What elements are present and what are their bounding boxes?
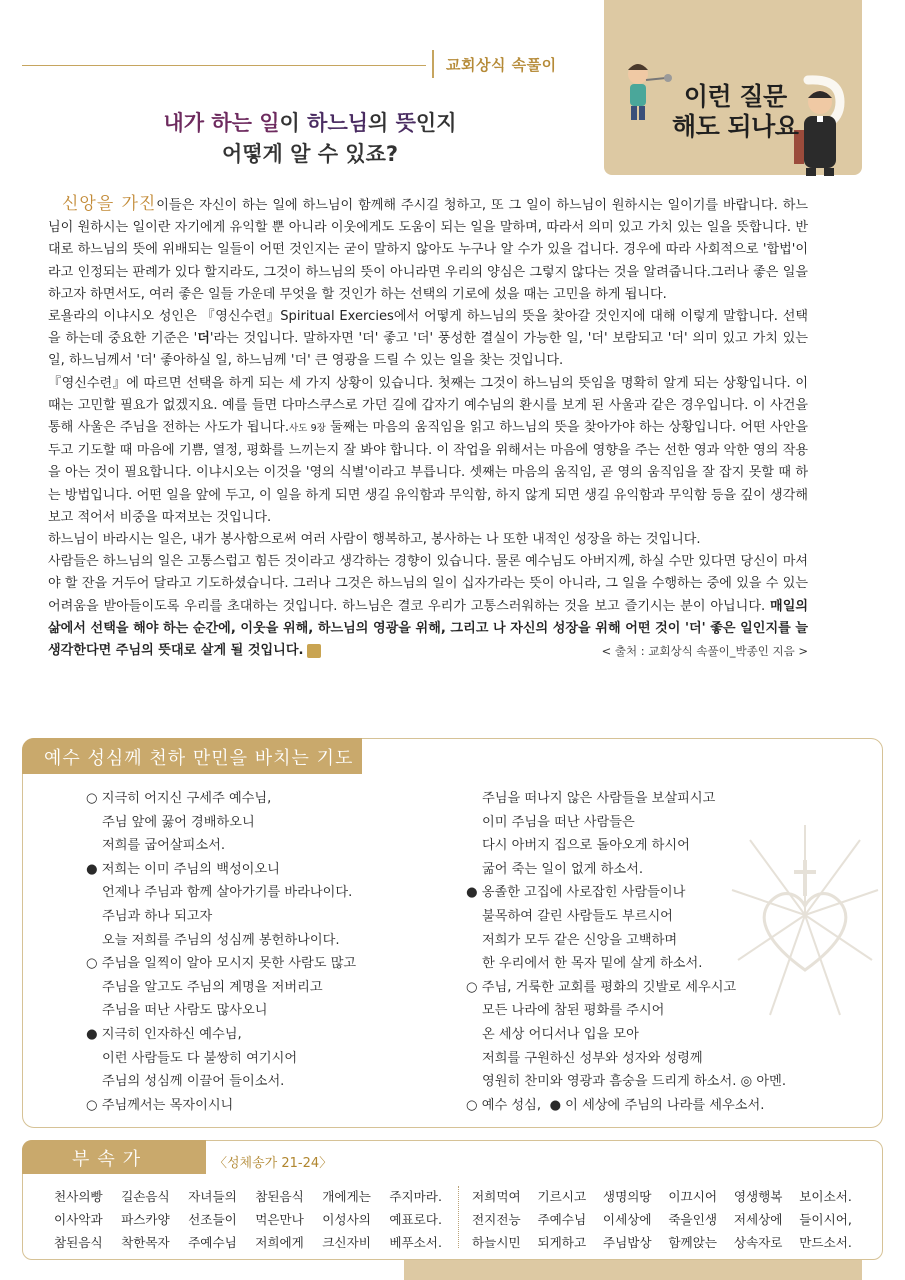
prayer-line: 저희를 굽어살피소서. — [102, 838, 226, 854]
hymn-word: 이사악과 — [54, 1212, 103, 1227]
paragraph-text: 사람들은 하느님의 일은 고통스럽고 힘든 것이라고 생각하는 경향이 있습니다. 물론 예수님도 아버지께, 하실 수만 있다면 당신이 마셔야 할 잔을 거두어 달라고 기도하셨습니다. 그러나 그것은 하느님의 일이 십자가라는 뜻이 아니라, 그 일을 수행하는 중에 있을 수 있는 어려움을 받아들이도록 우리를 초대하는 것입니다. 하느님은 결코 우리가 고통스러워하는 것을 보고 즐기시는 분이 아닙니다. — [48, 554, 808, 614]
prayer-line — [86, 1094, 466, 1118]
hymn-divider — [458, 1186, 459, 1248]
hymn-word: 예표로다. — [389, 1212, 442, 1227]
hymn-word: 개에게는 — [322, 1189, 371, 1204]
hymn-line — [54, 1185, 442, 1208]
hymn-word: 베푸소서. — [389, 1235, 442, 1250]
hymn-line — [54, 1208, 442, 1231]
question-text: 의 — [368, 111, 396, 135]
question-title — [100, 108, 520, 170]
hymn-line — [472, 1208, 852, 1231]
lead-words: 신앙을 가진 — [62, 194, 157, 214]
prayer-mark: ● — [86, 1026, 98, 1042]
hymn-word: 크신자비 — [322, 1235, 371, 1250]
question-text: 인지 — [415, 111, 457, 135]
hymn-line — [54, 1231, 442, 1254]
prayer-mark: ○ — [86, 956, 98, 972]
prayer-line: 주님의 성심께 이끌어 들이소서. — [102, 1074, 285, 1090]
hymn-reference: 〈성체송가 21-24〉 — [214, 1156, 333, 1171]
prayer-line: 영원히 찬미와 영광과 흠숭을 드리게 하소서. ◎ 아멘. — [482, 1074, 787, 1090]
prayer-text: 주님, 거룩한 교회를 평화의 깃발로 세우시고 — [481, 979, 737, 995]
prayer-line: 주님 앞에 꿇어 경배하오니 — [102, 814, 255, 830]
prayer-line: 언제나 주님과 함께 살아가기를 바라나이다. — [102, 885, 353, 901]
hymn-word: 저희먹여 — [472, 1189, 521, 1204]
hymn-word: 선조들이 — [188, 1212, 237, 1227]
prayer-line: 불목하여 갈린 사람들도 부르시어 — [482, 908, 673, 924]
hymn-word: 영생행복 — [733, 1189, 783, 1204]
prayer-line: 주님을 알고도 주님의 계명을 저버리고 — [102, 979, 323, 995]
prayer-mark: ● — [86, 861, 98, 877]
hymn-word: 파스카양 — [121, 1212, 170, 1227]
hymn-title: 부속가 — [72, 1149, 149, 1170]
hymn-word: 주님밥상 — [602, 1235, 652, 1250]
prayer-line — [86, 952, 466, 976]
hymn-word: 참된음식 — [54, 1235, 103, 1250]
paragraph-text: 『영신수련』에 따르면 선택을 하게 되는 세 가지 상황이 있습니다. 첫째는 그것이 하느님의 뜻임을 명확히 알게 되는 상황입니다. 이때는 고민할 필요가 없겠지요. 예를 들면 다마스쿠스로 가던 길에 갑자기 예수님의 환시를 보게 된 사울과 같은 경우입니다. 이 사건을 통해 사울은 주님을 전하는 사도가 됩니다. — [48, 375, 808, 436]
prayer-title: 예수 성심께 천하 만민을 바치는 기도 — [44, 748, 354, 769]
hymn-word: 착한목자 — [121, 1235, 170, 1250]
hymn-word: 기르시고 — [537, 1189, 587, 1204]
hymn-word: 저희에게 — [255, 1235, 304, 1250]
hymn-line — [472, 1185, 852, 1208]
hymn-word: 저세상에 — [733, 1212, 783, 1227]
paragraph-4: 하느님이 바라시는 일은, 내가 봉사함으로써 여러 사람이 행복하고, 봉사하는 나 또한 내적인 성장을 하는 것입니다. — [48, 532, 701, 548]
prayer-line: 주님과 하나 되고자 — [102, 908, 213, 924]
paragraph-text: 로욜라의 이냐시오 성인은 『영신수련』Spiritual Exercies에서 어떻게 하느님의 뜻을 찾아갈 것인지에 대해 이렇게 말합니다. 선택을 하는데 중요한 기준은 ' — [48, 309, 808, 347]
prayer-line: 주님을 떠난 사람도 많사오니 — [102, 1003, 268, 1019]
prayer-line — [466, 881, 846, 905]
prayer-text: ○ 예수 성심, — [466, 1097, 542, 1113]
paragraph-1 — [48, 193, 808, 306]
question-line-2: 어떻게 알 수 있죠? — [221, 142, 399, 166]
hymn-word: 주예수님 — [537, 1212, 587, 1227]
prayer-line — [466, 976, 846, 1000]
hymn-left-column — [54, 1185, 442, 1254]
prayer-closing-line — [466, 1094, 846, 1118]
prayer-text: 저희는 이미 주님의 백성이오니 — [101, 861, 280, 877]
scripture-ref: 사도 9장 — [289, 423, 326, 435]
question-text: 이 — [279, 111, 308, 135]
prayer-line: 저희를 구원하신 성부와 성자와 성령께 — [482, 1050, 703, 1066]
prayer-line: 이런 사람들도 다 불쌍히 여기시어 — [102, 1050, 298, 1066]
prayer-line — [86, 787, 466, 811]
paragraph-text: 이들은 자신이 하는 일에 하느님이 함께해 주시길 청하고, 또 그 일이 하느님이 원하시는 일이기를 바랍니다. 하느님이 원하시는 일이란 자기에게 유익할 뿐 아니라 이웃에게도 도움이 되는 일을 말하며, 따라서 의미 있고 가치 있는 일을 뜻합니다. 반대로 하느님의 뜻에 위배되는 일들이 어떤 것인지는 굳이 말하지 않아도 누구나 알 수가 있을 겁니다. 경우에 따라 사회적으로 '합법'이라고 인정되는 판례가 있다 할지라도, 그것이 하느님의 뜻이 아니라면 우리의 양심은 그렇지 않다는 것을 알려줍니다.그러나 좋은 일을 하고자 하면서도, 여러 좋은 일들 가운데 무엇을 할 것인가 하는 선택의 기로에 섰을 때는 고민을 하게 됩니다. — [48, 198, 808, 302]
prayer-line: 주님을 떠나지 않은 사람들을 보살피시고 — [482, 791, 716, 806]
hymn-word: 죽을인생 — [668, 1212, 718, 1227]
question-line-1 — [100, 108, 520, 139]
hymn-word: 전지전능 — [472, 1212, 521, 1227]
prayer-line: 온 세상 어디서나 입을 모아 — [482, 1026, 639, 1042]
hymn-line — [472, 1231, 852, 1254]
paragraph-text: 둘째는 마음의 움직임을 읽고 하느님의 뜻을 찾아가야 하는 상황입니다. 어떤 사안을 두고 기도할 때 마음에 기쁨, 열정, 평화를 느끼는지 잘 봐야 합니다. 이 작업을 위해서는 마음에 영향을 주는 선한 영과 악한 영의 작용을 아는 것이 필요합니다. 이냐시오는 이것을 '영의 식별'이라고 부릅니다. 셋째는 마음의 움직임, 곧 영의 움직임을 잘 잡지 못할 때 하는 방법입니다. 어떤 일을 앞에 두고, 이 일을 하게 되면 생길 유익함과 무익함, 하지 않게 되면 생길 유익함과 무익함 등을 깊이 생각해 보고 적어서 비중을 따져보는 것입니다. — [48, 420, 808, 525]
badge-line-2: 해도 되나요 — [672, 112, 799, 141]
hymn-right-column — [472, 1185, 852, 1254]
hymn-word: 주예수님 — [188, 1235, 237, 1250]
hymn-word: 천사의빵 — [54, 1189, 103, 1204]
hymn-word: 자녀들의 — [188, 1189, 237, 1204]
paragraph-2 — [48, 306, 808, 373]
end-mark-icon — [307, 644, 321, 658]
prayer-mark: ○ — [466, 979, 478, 995]
hymn-word: 먹은만나 — [255, 1212, 304, 1227]
hymn-word: 들이시어, — [799, 1212, 852, 1227]
prayer-line — [86, 1023, 466, 1047]
prayer-text: 주님을 일찍이 알아 모시지 못한 사람도 많고 — [101, 956, 357, 972]
prayer-line: 오늘 저희를 주님의 성심께 봉헌하나이다. — [102, 932, 340, 948]
header-rule — [22, 65, 426, 66]
emphasis-text: 매일의 삶에서 선택을 해야 하는 순간에, 이웃을 위해, 하느님의 영광을 위해, 그리고 나 자신의 성장을 위해 어떤 것이 '더' 좋은 일인지를 늘 생각한다면 주님의 뜻대로 살게 될 것입니다. — [48, 598, 808, 659]
prayer-line — [86, 858, 466, 882]
question-highlight: 내가 하는 일 — [163, 111, 280, 135]
hymn-word: 상속자로 — [733, 1235, 783, 1250]
prayer-text: 옹졸한 고집에 사로잡힌 사람들이나 — [481, 885, 686, 901]
badge-line-1: 이런 질문 — [683, 82, 787, 111]
emphasis-text: 더 — [197, 331, 210, 347]
hymn-word: 생명의땅 — [602, 1189, 652, 1204]
hymn-word: 이끄시어 — [668, 1189, 718, 1204]
prayer-line: 한 우리에서 한 목자 밑에 살게 하소서. — [482, 956, 703, 972]
prayer-line: 저희가 모두 같은 신앙을 고백하며 — [482, 932, 678, 948]
prayer-mark: ● — [466, 885, 478, 901]
hymn-word: 만드소서. — [799, 1235, 852, 1250]
article-body — [48, 193, 808, 662]
prayer-line: 다시 아버지 집으로 돌아오게 하시어 — [482, 838, 690, 854]
hymn-word: 함께앉는 — [668, 1235, 718, 1250]
paragraph-text: '라는 것입니다. 말하자면 '더' 좋고 '더' 풍성한 결실이 가능한 일, '더' 보람되고 '더' 의미 있고 가치 있는 일, 하느님께서 '더' 좋아하실 일, 하느님께 '더' 큰 영광을 드릴 수 있는 일을 찾는 것입니다. — [48, 331, 808, 369]
prayer-line: 모든 나라에 참된 평화를 주시어 — [482, 1003, 665, 1019]
series-title: 교회상식 속풀이 — [446, 56, 557, 74]
hymn-word: 이세상에 — [602, 1212, 652, 1227]
prayer-text: 주님께서는 목자이시니 — [101, 1097, 234, 1113]
hymn-word: 하늘시민 — [472, 1235, 521, 1250]
prayer-mark: ○ — [86, 1097, 98, 1113]
prayer-right-column — [466, 787, 846, 1117]
prayer-text: ● 이 세상에 주님의 나라를 세우소서. — [549, 1097, 765, 1113]
badge-title — [672, 82, 798, 142]
prayer-text: 지극히 인자하신 예수님, — [101, 1026, 242, 1042]
header-tick — [432, 50, 434, 78]
question-highlight: 하느님 — [307, 111, 369, 135]
prayer-line: 이미 주님을 떠난 사람들은 — [482, 814, 635, 830]
prayer-text: 지극히 어지신 구세주 예수님, — [101, 791, 272, 806]
hymn-word: 주지마라. — [389, 1189, 442, 1204]
hymn-word: 참된음식 — [255, 1189, 304, 1204]
hymn-word: 되게하고 — [537, 1235, 587, 1250]
hymn-word: 길손음식 — [121, 1189, 170, 1204]
hymn-word: 이성사의 — [322, 1212, 371, 1227]
prayer-mark: ○ — [86, 791, 98, 806]
hymn-word: 보이소서. — [799, 1189, 852, 1204]
prayer-line: 굶어 죽는 일이 없게 하소서. — [482, 861, 644, 877]
paragraph-3 — [48, 373, 808, 529]
source-credit: < 출처 : 교회상식 속풀이_박종인 지음 > — [601, 644, 808, 659]
prayer-left-column — [86, 787, 466, 1117]
question-highlight: 뜻 — [395, 111, 416, 135]
paragraph-5 — [48, 551, 808, 662]
